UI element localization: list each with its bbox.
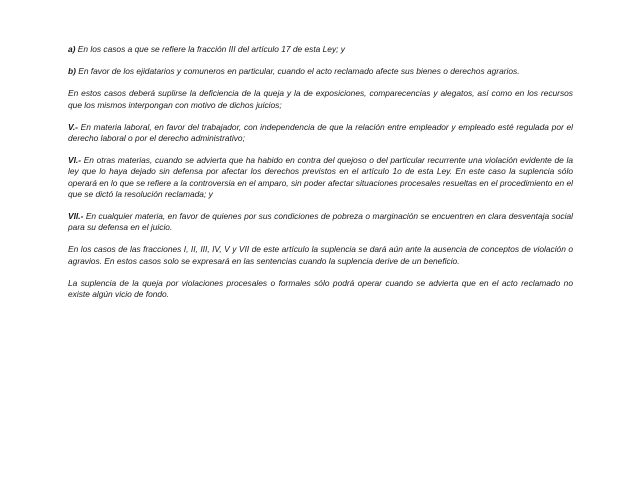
paragraph-v <box>68 122 573 144</box>
paragraph-procedural-note <box>68 278 573 300</box>
paragraph-b <box>68 66 573 77</box>
paragraph-text: En estos casos deberá suplirse la deficiencia de la queja y la de exposiciones, comparecencias y alegatos, así como en los recursos que los mismos interpongan con motivo de dichos juicios; <box>68 88 573 110</box>
paragraph-text: En los casos de las fracciones I, II, III, IV, V y VII de este artículo la suplencia se dará aún ante la ausencia de conceptos de violación o agravios. En estos casos solo se expresará en las sentencias cuando la suplencia derive de un beneficio. <box>68 244 573 266</box>
paragraph-lead: b) <box>68 66 76 77</box>
paragraph-vii <box>68 211 573 233</box>
paragraph-text: En los casos a que se refiere la fracción III del artículo 17 de esta Ley; y <box>75 44 345 54</box>
paragraph-lead: VII.- <box>68 211 84 222</box>
paragraph-supplement-note <box>68 88 573 110</box>
paragraph-fractions-note <box>68 244 573 266</box>
paragraph-text: En materia laboral, en favor del trabajador, con independencia de que la relación entre empleador y empleado esté regulada por el derecho laboral o por el derecho administrativo; <box>68 121 573 144</box>
paragraph-lead: VI.- <box>68 155 82 166</box>
paragraph-text: En cualquier materia, en favor de quienes por sus condiciones de pobreza o marginación se encuentren en clara desventaja social para su defensa en el juicio. <box>68 211 573 233</box>
paragraph-text: En otras materias, cuando se advierta que ha habido en contra del quejoso o del particular recurrente una violación evidente de la ley que lo haya dejado sin defensa por afectar los derechos previstos en el artículo 1o de esta Ley. En este caso la suplencia sólo operará en lo que se refiere a la controversia en el amparo, sin poder afectar situaciones procesales resueltas en el procedimiento en el que se dictó la resolución reclamada; y <box>68 155 573 199</box>
paragraph-a <box>68 44 573 55</box>
paragraph-text: En favor de los ejidatarios y comuneros en particular, cuando el acto reclamado afecte sus bienes o derechos agrarios. <box>75 66 520 77</box>
paragraph-text: La suplencia de la queja por violaciones procesales o formales sólo podrá operar cuando se advierta que en el acto reclamado no existe algún vicio de fondo. <box>68 277 573 300</box>
paragraph-lead: V.- <box>68 121 78 132</box>
document-body <box>68 44 573 311</box>
paragraph-vi <box>68 155 573 200</box>
paragraph-lead: a) <box>68 44 76 54</box>
